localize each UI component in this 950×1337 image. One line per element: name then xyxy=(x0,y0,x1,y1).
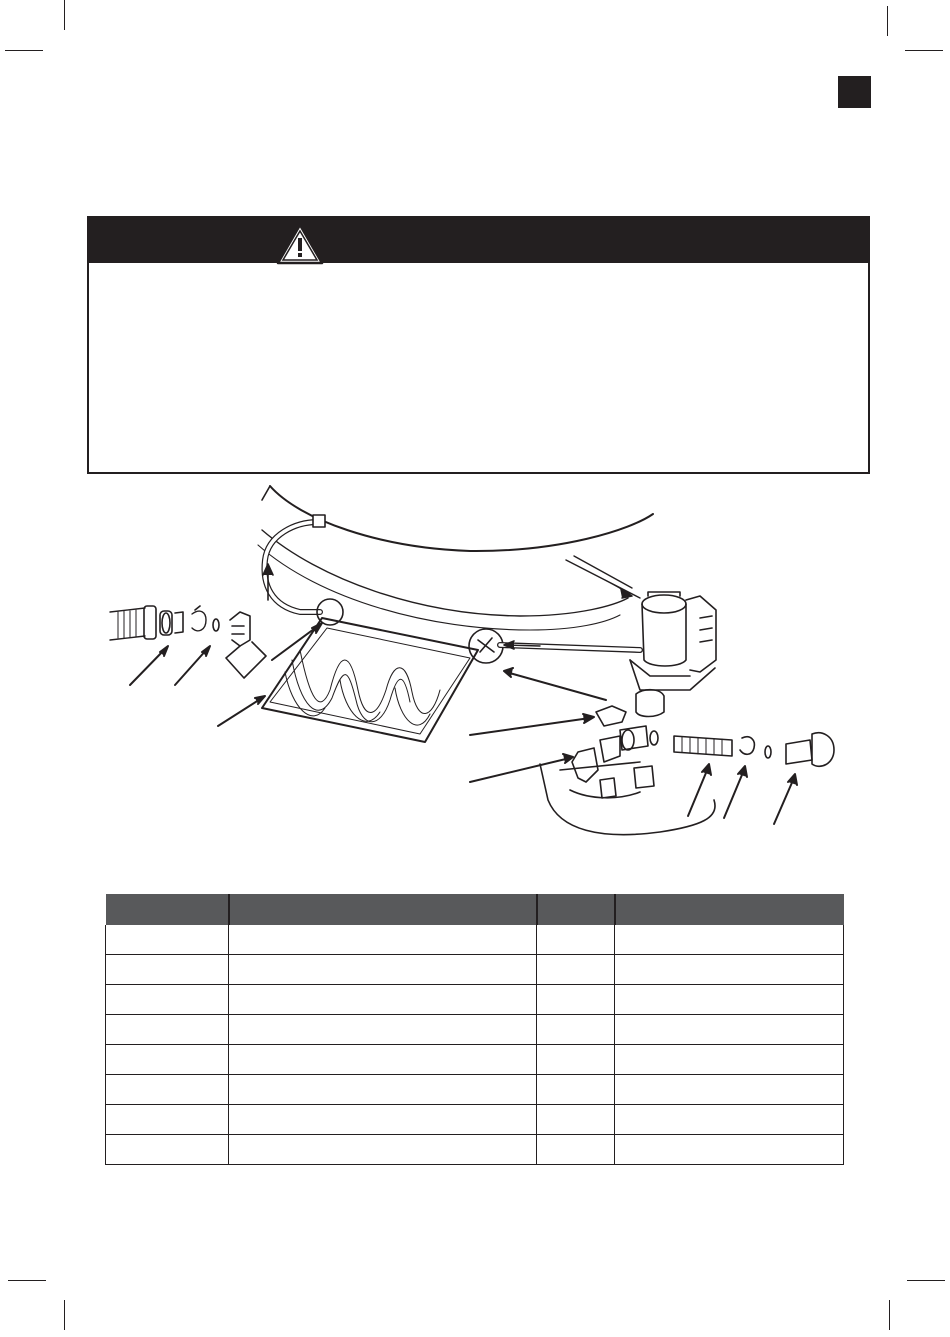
table-row xyxy=(106,1135,844,1165)
table-cell xyxy=(229,1105,537,1135)
language-tab xyxy=(838,76,871,108)
table-row xyxy=(106,985,844,1015)
table-cell xyxy=(537,955,615,985)
table-cell xyxy=(229,1045,537,1075)
table-cell xyxy=(106,1015,229,1045)
table-cell xyxy=(229,925,537,955)
parts-table-header xyxy=(106,894,844,925)
crop-mark xyxy=(64,0,65,30)
table-cell xyxy=(106,925,229,955)
table-cell xyxy=(229,985,537,1015)
return-hose xyxy=(263,515,343,625)
table-cell xyxy=(537,1105,615,1135)
table-cell xyxy=(106,955,229,985)
table-cell xyxy=(537,1075,615,1105)
table-cell xyxy=(615,985,844,1015)
left-fittings xyxy=(110,606,266,678)
warning-header xyxy=(89,218,868,263)
table-cell xyxy=(106,1105,229,1135)
table-cell xyxy=(229,1135,537,1165)
table-row xyxy=(106,1105,844,1135)
crop-mark xyxy=(889,1300,890,1330)
header-cell xyxy=(229,894,537,925)
header-cell xyxy=(537,894,615,925)
warning-triangle-icon xyxy=(275,222,325,266)
table-cell xyxy=(537,1135,615,1165)
table-cell xyxy=(229,1015,537,1045)
header-cell xyxy=(615,894,844,925)
table-row xyxy=(106,1075,844,1105)
table-cell xyxy=(106,985,229,1015)
inlet-hose xyxy=(500,641,640,650)
table-cell xyxy=(537,925,615,955)
solar-heater-assembly-illustration xyxy=(100,480,860,850)
crop-mark xyxy=(8,1280,46,1281)
right-fittings xyxy=(540,690,834,835)
leader-arrows xyxy=(130,623,797,824)
crop-mark xyxy=(64,1300,65,1330)
table-cell xyxy=(615,1105,844,1135)
header-cell xyxy=(106,894,229,925)
table-cell xyxy=(106,1045,229,1075)
table-cell xyxy=(615,1075,844,1105)
warning-box xyxy=(87,216,870,474)
table-row xyxy=(106,925,844,955)
table-cell xyxy=(615,1135,844,1165)
table-cell xyxy=(106,1135,229,1165)
crop-mark xyxy=(907,1280,945,1281)
table-cell xyxy=(229,955,537,985)
table-row xyxy=(106,955,844,985)
table-cell xyxy=(615,1015,844,1045)
table-cell xyxy=(537,1015,615,1045)
filter-pump xyxy=(566,556,716,690)
crop-mark xyxy=(887,6,888,36)
crop-mark xyxy=(905,50,943,51)
table-cell xyxy=(537,1045,615,1075)
table-row xyxy=(106,1015,844,1045)
table-cell xyxy=(229,1075,537,1105)
solar-panel xyxy=(262,618,478,742)
table-cell xyxy=(615,1045,844,1075)
table-row xyxy=(106,1045,844,1075)
table-cell xyxy=(537,985,615,1015)
table-cell xyxy=(615,955,844,985)
parts-table xyxy=(105,894,844,1165)
table-cell xyxy=(615,925,844,955)
crop-mark xyxy=(5,50,43,51)
table-cell xyxy=(106,1075,229,1105)
